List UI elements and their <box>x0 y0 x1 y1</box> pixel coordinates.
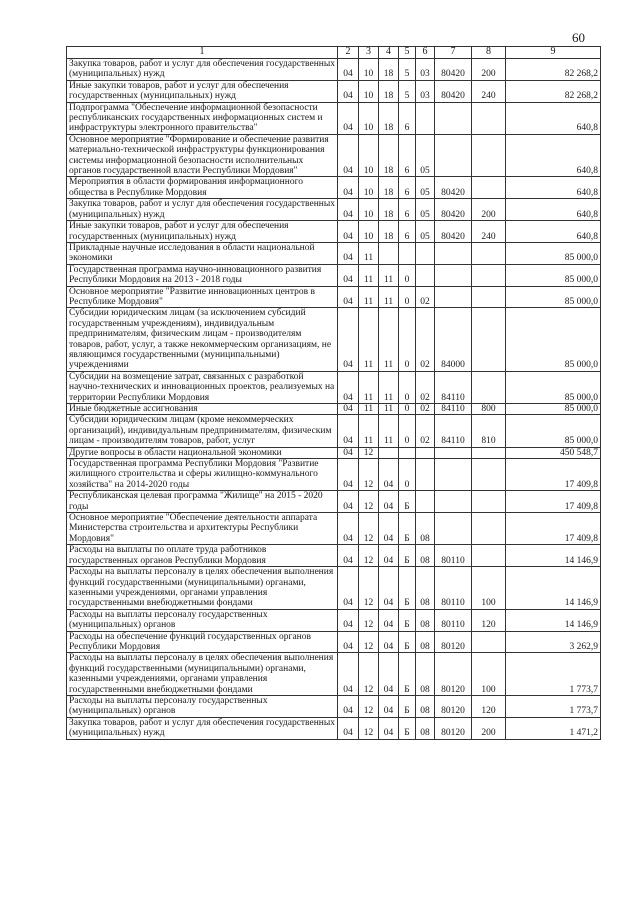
subprogram-code-cell: Б <box>399 631 416 653</box>
row-name-cell: Основное мероприятие "Обеспечение деятельности аппарата Министерства строительства и архитектуры Республики Мордовия" <box>67 513 338 545</box>
event-code-cell: 03 <box>416 80 435 102</box>
subprogram-code-cell: 5 <box>399 59 416 81</box>
table-row <box>67 404 601 415</box>
expense-type-cell <box>472 102 506 134</box>
subprogram-code-cell: 0 <box>399 459 416 491</box>
program-code-cell: 18 <box>379 59 399 81</box>
subsection-code-cell: 11 <box>359 415 379 447</box>
column-header: 3 <box>359 47 379 59</box>
direction-code-cell: 84110 <box>435 415 472 447</box>
subsection-code-cell: 12 <box>359 653 379 696</box>
expense-type-cell <box>472 177 506 199</box>
table-row <box>67 459 601 491</box>
row-name-cell: Субсидии юридическим лицам (за исключением субсидий государственным учреждениям), индивидуальным предпринимателям, физическим лицам - производителям товаров, работ, услуг, а также некоммерческим организациям, не являющимся государственными (муниципальными) учреждениями <box>67 308 338 371</box>
event-code-cell <box>416 491 435 513</box>
row-name-cell: Иные закупки товаров, работ и услуг для обеспечения государственных (муниципальных) нужд <box>67 221 338 243</box>
subsection-code-cell: 11 <box>359 242 379 264</box>
program-code-cell: 04 <box>379 653 399 696</box>
subprogram-code-cell: 0 <box>399 308 416 371</box>
program-code-cell: 04 <box>379 567 399 610</box>
section-code-cell: 04 <box>338 447 359 458</box>
program-code-cell: 04 <box>379 459 399 491</box>
table-row <box>67 491 601 513</box>
expense-type-cell: 120 <box>472 609 506 631</box>
table-row <box>67 134 601 177</box>
amount-cell: 85 000,0 <box>506 286 601 308</box>
program-code-cell: 11 <box>379 415 399 447</box>
subprogram-code-cell: 6 <box>399 199 416 221</box>
row-name-cell: Подпрограмма "Обеспечение информационной безопасности республиканских государственных информационных систем и инфраструктуры электронного правительства" <box>67 102 338 134</box>
section-code-cell: 04 <box>338 177 359 199</box>
section-code-cell: 04 <box>338 545 359 567</box>
direction-code-cell: 80420 <box>435 199 472 221</box>
subprogram-code-cell: 6 <box>399 134 416 177</box>
column-header: 8 <box>472 47 506 59</box>
column-header: 9 <box>506 47 601 59</box>
section-code-cell: 04 <box>338 371 359 403</box>
section-code-cell: 04 <box>338 513 359 545</box>
subsection-code-cell: 12 <box>359 609 379 631</box>
row-name-cell: Закупка товаров, работ и услуг для обеспечения государственных (муниципальных) нужд <box>67 717 338 739</box>
column-header: 5 <box>399 47 416 59</box>
amount-cell: 17 409,8 <box>506 513 601 545</box>
subprogram-code-cell: Б <box>399 545 416 567</box>
table-row <box>67 653 601 696</box>
section-code-cell: 04 <box>338 134 359 177</box>
subsection-code-cell: 11 <box>359 404 379 415</box>
program-code-cell: 04 <box>379 609 399 631</box>
event-code-cell: 05 <box>416 134 435 177</box>
table-row <box>67 371 601 403</box>
amount-cell: 14 146,9 <box>506 567 601 610</box>
row-name-cell: Субсидии на возмещение затрат, связанных с разработкой научно-технических и инновационных проектов, реализуемых на территории Республики Мордовия <box>67 371 338 403</box>
amount-cell: 85 000,0 <box>506 415 601 447</box>
expense-type-cell: 240 <box>472 80 506 102</box>
amount-cell: 1 773,7 <box>506 695 601 717</box>
subsection-code-cell: 10 <box>359 80 379 102</box>
program-code-cell <box>379 447 399 458</box>
table-row <box>67 695 601 717</box>
event-code-cell: 08 <box>416 567 435 610</box>
column-header: 4 <box>379 47 399 59</box>
table-row <box>67 513 601 545</box>
table-row <box>67 286 601 308</box>
row-name-cell: Расходы на выплаты по оплате труда работников государственных органов Республики Мордовия <box>67 545 338 567</box>
amount-cell: 85 000,0 <box>506 371 601 403</box>
subprogram-code-cell: 6 <box>399 221 416 243</box>
program-code-cell: 11 <box>379 264 399 286</box>
subprogram-code-cell: Б <box>399 717 416 739</box>
subsection-code-cell: 10 <box>359 102 379 134</box>
table-row <box>67 567 601 610</box>
program-code-cell: 18 <box>379 221 399 243</box>
direction-code-cell <box>435 134 472 177</box>
column-header: 6 <box>416 47 435 59</box>
section-code-cell: 04 <box>338 459 359 491</box>
direction-code-cell: 84110 <box>435 404 472 415</box>
row-name-cell: Иные бюджетные ассигнования <box>67 404 338 415</box>
expense-type-cell <box>472 264 506 286</box>
direction-code-cell: 84000 <box>435 308 472 371</box>
subsection-code-cell: 12 <box>359 545 379 567</box>
row-name-cell: Расходы на выплаты персоналу государственных (муниципальных) органов <box>67 609 338 631</box>
table-row <box>67 545 601 567</box>
event-code-cell: 03 <box>416 59 435 81</box>
direction-code-cell: 80110 <box>435 545 472 567</box>
amount-cell: 640,8 <box>506 102 601 134</box>
subprogram-code-cell: 0 <box>399 404 416 415</box>
section-code-cell: 04 <box>338 567 359 610</box>
direction-code-cell: 80420 <box>435 177 472 199</box>
section-code-cell: 04 <box>338 717 359 739</box>
amount-cell: 82 268,2 <box>506 59 601 81</box>
row-name-cell: Субсидии юридическим лицам (кроме некоммерческих организаций), индивидуальным предпринимателям, физическим лицам - производителям товаров, работ, услуг <box>67 415 338 447</box>
section-code-cell: 04 <box>338 242 359 264</box>
subsection-code-cell: 11 <box>359 286 379 308</box>
program-code-cell: 18 <box>379 177 399 199</box>
table-row <box>67 447 601 458</box>
subsection-code-cell: 10 <box>359 177 379 199</box>
table-row <box>67 221 601 243</box>
event-code-cell: 08 <box>416 717 435 739</box>
direction-code-cell: 80420 <box>435 221 472 243</box>
row-name-cell: Республиканская целевая программа "Жилище" на 2015 - 2020 годы <box>67 491 338 513</box>
direction-code-cell: 84110 <box>435 371 472 403</box>
event-code-cell <box>416 264 435 286</box>
expense-type-cell: 200 <box>472 199 506 221</box>
amount-cell: 640,8 <box>506 221 601 243</box>
column-header: 2 <box>338 47 359 59</box>
expense-type-cell <box>472 286 506 308</box>
subprogram-code-cell: 6 <box>399 102 416 134</box>
expense-type-cell <box>472 447 506 458</box>
subsection-code-cell: 12 <box>359 459 379 491</box>
row-name-cell: Основное мероприятие "Развитие инновационных центров в Республике Мордовия" <box>67 286 338 308</box>
row-name-cell: Расходы на выплаты персоналу в целях обеспечения выполнения функций государственными (муниципальными) органами, казенными учреждениями, органами управления государственными внебюджетными фондами <box>67 653 338 696</box>
program-code-cell: 18 <box>379 80 399 102</box>
section-code-cell: 04 <box>338 286 359 308</box>
row-name-cell: Государственная программа научно-инновационного развития Республики Мордовия на 2013 - 2018 годы <box>67 264 338 286</box>
table-row <box>67 609 601 631</box>
amount-cell: 82 268,2 <box>506 80 601 102</box>
section-code-cell: 04 <box>338 308 359 371</box>
expense-type-cell: 200 <box>472 717 506 739</box>
expense-type-cell <box>472 242 506 264</box>
row-name-cell: Государственная программа Республики Мордовия "Развитие жилищного строительства и сферы жилищно-коммунального хозяйства" на 2014-2020 годы <box>67 459 338 491</box>
amount-cell: 85 000,0 <box>506 308 601 371</box>
table-row <box>67 308 601 371</box>
program-code-cell: 04 <box>379 545 399 567</box>
subprogram-code-cell: 0 <box>399 415 416 447</box>
subsection-code-cell: 12 <box>359 567 379 610</box>
section-code-cell: 04 <box>338 695 359 717</box>
row-name-cell: Мероприятия в области формирования информационного общества в Республике Мордовия <box>67 177 338 199</box>
program-code-cell <box>379 242 399 264</box>
subprogram-code-cell: Б <box>399 567 416 610</box>
expense-type-cell: 120 <box>472 695 506 717</box>
direction-code-cell: 80120 <box>435 631 472 653</box>
event-code-cell: 05 <box>416 221 435 243</box>
table-header-row <box>67 47 601 59</box>
program-code-cell: 11 <box>379 371 399 403</box>
program-code-cell: 11 <box>379 404 399 415</box>
direction-code-cell <box>435 447 472 458</box>
program-code-cell: 04 <box>379 717 399 739</box>
program-code-cell: 18 <box>379 134 399 177</box>
expense-type-cell <box>472 631 506 653</box>
direction-code-cell: 80110 <box>435 609 472 631</box>
subsection-code-cell: 12 <box>359 631 379 653</box>
expense-type-cell <box>472 308 506 371</box>
direction-code-cell <box>435 102 472 134</box>
subprogram-code-cell: Б <box>399 609 416 631</box>
subprogram-code-cell: 0 <box>399 286 416 308</box>
direction-code-cell: 80120 <box>435 695 472 717</box>
direction-code-cell <box>435 491 472 513</box>
amount-cell: 3 262,9 <box>506 631 601 653</box>
section-code-cell: 04 <box>338 102 359 134</box>
section-code-cell: 04 <box>338 609 359 631</box>
event-code-cell: 08 <box>416 545 435 567</box>
amount-cell: 1 773,7 <box>506 653 601 696</box>
subsection-code-cell: 10 <box>359 134 379 177</box>
direction-code-cell: 80420 <box>435 59 472 81</box>
expense-type-cell: 800 <box>472 404 506 415</box>
row-name-cell: Основное мероприятие "Формирование и обеспечение развития материально-технической инфраструктуры функционирования системы информационной безопасности исполнительных органов государственной власти Республики Мордовия" <box>67 134 338 177</box>
amount-cell: 85 000,0 <box>506 404 601 415</box>
subprogram-code-cell <box>399 242 416 264</box>
program-code-cell: 04 <box>379 631 399 653</box>
table-row <box>67 102 601 134</box>
amount-cell: 1 471,2 <box>506 717 601 739</box>
expense-type-cell <box>472 491 506 513</box>
direction-code-cell <box>435 242 472 264</box>
row-name-cell: Закупка товаров, работ и услуг для обеспечения государственных (муниципальных) нужд <box>67 59 338 81</box>
section-code-cell: 04 <box>338 59 359 81</box>
direction-code-cell <box>435 264 472 286</box>
column-header: 7 <box>435 47 472 59</box>
program-code-cell: 18 <box>379 199 399 221</box>
table-row <box>67 199 601 221</box>
event-code-cell: 08 <box>416 609 435 631</box>
row-name-cell: Расходы на выплаты персоналу государственных (муниципальных) органов <box>67 695 338 717</box>
program-code-cell: 04 <box>379 513 399 545</box>
direction-code-cell <box>435 459 472 491</box>
subsection-code-cell: 10 <box>359 199 379 221</box>
table-row <box>67 59 601 81</box>
subsection-code-cell: 12 <box>359 447 379 458</box>
subsection-code-cell: 12 <box>359 717 379 739</box>
expense-type-cell: 810 <box>472 415 506 447</box>
column-header: 1 <box>67 47 338 59</box>
subprogram-code-cell <box>399 447 416 458</box>
direction-code-cell <box>435 286 472 308</box>
subsection-code-cell: 11 <box>359 308 379 371</box>
section-code-cell: 04 <box>338 264 359 286</box>
section-code-cell: 04 <box>338 631 359 653</box>
amount-cell: 640,8 <box>506 134 601 177</box>
event-code-cell <box>416 102 435 134</box>
program-code-cell: 18 <box>379 102 399 134</box>
table-body <box>67 59 601 740</box>
subsection-code-cell: 10 <box>359 221 379 243</box>
direction-code-cell: 80120 <box>435 653 472 696</box>
expense-type-cell <box>472 371 506 403</box>
table-row <box>67 177 601 199</box>
subsection-code-cell: 12 <box>359 491 379 513</box>
amount-cell: 14 146,9 <box>506 609 601 631</box>
event-code-cell: 08 <box>416 631 435 653</box>
amount-cell: 85 000,0 <box>506 242 601 264</box>
program-code-cell: 04 <box>379 491 399 513</box>
subsection-code-cell: 11 <box>359 371 379 403</box>
subprogram-code-cell: 5 <box>399 80 416 102</box>
amount-cell: 17 409,8 <box>506 491 601 513</box>
subsection-code-cell: 11 <box>359 264 379 286</box>
subprogram-code-cell: Б <box>399 695 416 717</box>
program-code-cell: 04 <box>379 695 399 717</box>
subprogram-code-cell: Б <box>399 491 416 513</box>
table-row <box>67 242 601 264</box>
expense-type-cell <box>472 134 506 177</box>
amount-cell: 640,8 <box>506 177 601 199</box>
row-name-cell: Расходы на выплаты персоналу в целях обеспечения выполнения функций государственными (муниципальными) органами, казенными учреждениями, органами управления государственными внебюджетными фондами <box>67 567 338 610</box>
event-code-cell: 08 <box>416 513 435 545</box>
expense-type-cell <box>472 459 506 491</box>
row-name-cell: Закупка товаров, работ и услуг для обеспечения государственных (муниципальных) нужд <box>67 199 338 221</box>
subprogram-code-cell: 0 <box>399 371 416 403</box>
subprogram-code-cell: 0 <box>399 264 416 286</box>
amount-cell: 85 000,0 <box>506 264 601 286</box>
table-row <box>67 415 601 447</box>
expense-type-cell: 200 <box>472 59 506 81</box>
expense-type-cell <box>472 513 506 545</box>
section-code-cell: 04 <box>338 199 359 221</box>
section-code-cell: 04 <box>338 404 359 415</box>
page-number: 60 <box>572 30 585 45</box>
expense-type-cell <box>472 545 506 567</box>
direction-code-cell <box>435 513 472 545</box>
row-name-cell: Прикладные научные исследования в области национальной экономики <box>67 242 338 264</box>
amount-cell: 17 409,8 <box>506 459 601 491</box>
table-row <box>67 264 601 286</box>
table-row <box>67 631 601 653</box>
subsection-code-cell: 12 <box>359 513 379 545</box>
section-code-cell: 04 <box>338 653 359 696</box>
direction-code-cell: 80420 <box>435 80 472 102</box>
amount-cell: 450 548,7 <box>506 447 601 458</box>
subsection-code-cell: 10 <box>359 59 379 81</box>
event-code-cell: 08 <box>416 653 435 696</box>
row-name-cell: Расходы на обеспечение функций государственных органов Республики Мордовия <box>67 631 338 653</box>
event-code-cell <box>416 242 435 264</box>
amount-cell: 14 146,9 <box>506 545 601 567</box>
event-code-cell: 02 <box>416 415 435 447</box>
section-code-cell: 04 <box>338 415 359 447</box>
program-code-cell: 11 <box>379 286 399 308</box>
event-code-cell <box>416 459 435 491</box>
direction-code-cell: 80120 <box>435 717 472 739</box>
subprogram-code-cell: Б <box>399 653 416 696</box>
section-code-cell: 04 <box>338 221 359 243</box>
event-code-cell: 05 <box>416 177 435 199</box>
table-row <box>67 80 601 102</box>
row-name-cell: Иные закупки товаров, работ и услуг для обеспечения государственных (муниципальных) нужд <box>67 80 338 102</box>
event-code-cell: 05 <box>416 199 435 221</box>
section-code-cell: 04 <box>338 80 359 102</box>
subsection-code-cell: 12 <box>359 695 379 717</box>
event-code-cell: 02 <box>416 404 435 415</box>
expense-type-cell: 100 <box>472 653 506 696</box>
event-code-cell: 08 <box>416 695 435 717</box>
table-row <box>67 717 601 739</box>
event-code-cell: 02 <box>416 286 435 308</box>
direction-code-cell: 80110 <box>435 567 472 610</box>
event-code-cell: 02 <box>416 371 435 403</box>
section-code-cell: 04 <box>338 491 359 513</box>
expense-type-cell: 240 <box>472 221 506 243</box>
program-code-cell: 11 <box>379 308 399 371</box>
expense-type-cell: 100 <box>472 567 506 610</box>
amount-cell: 640,8 <box>506 199 601 221</box>
row-name-cell: Другие вопросы в области национальной экономики <box>67 447 338 458</box>
subprogram-code-cell: Б <box>399 513 416 545</box>
subprogram-code-cell: 6 <box>399 177 416 199</box>
budget-table <box>66 46 601 740</box>
event-code-cell: 02 <box>416 308 435 371</box>
event-code-cell <box>416 447 435 458</box>
